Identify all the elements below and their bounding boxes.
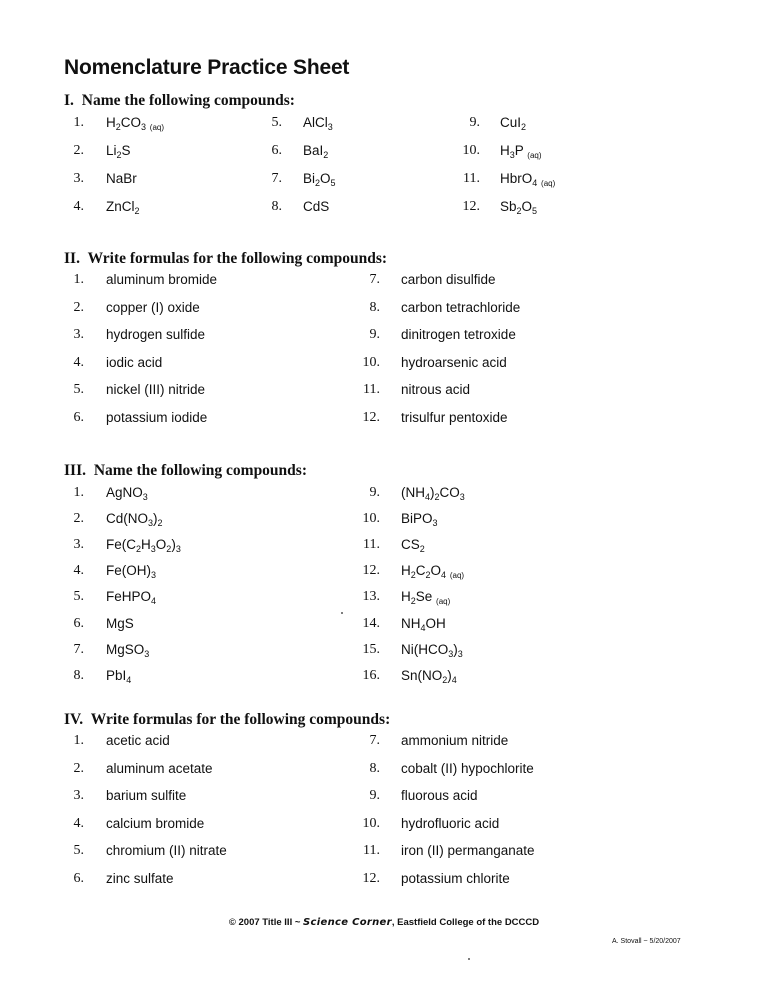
item-text: ammonium nitride (401, 733, 509, 748)
item-text: $Fe(OH)_3$ (106, 563, 157, 581)
section-heading-text: Write formulas for the following compounds: (90, 711, 391, 728)
section-3-heading (64, 462, 307, 480)
item-number: 7. (73, 641, 84, 657)
item-text: $H_2Se$ $_{(aq)}$ (401, 589, 451, 607)
item-number: 14. (362, 615, 380, 631)
item-number: 11. (363, 843, 380, 859)
item-text: PbI$_4$ (106, 667, 132, 685)
item-number: 5. (271, 115, 282, 130)
item-text: iron (II) permanganate (401, 843, 535, 859)
section-1-heading (64, 92, 295, 110)
item-number: 11. (463, 171, 480, 186)
item-number: 7. (369, 272, 380, 287)
section-numeral: IV. (64, 711, 84, 728)
section-numeral: II. (64, 250, 80, 267)
item-text: iodic acid (106, 354, 163, 370)
footer-copyright: © 2007 Title III ~ (228, 917, 304, 928)
item-text: hydrogen sulfide (106, 327, 206, 343)
section-numeral: I. (64, 92, 74, 109)
item-number: 1. (73, 115, 84, 130)
item-number: 6. (271, 143, 282, 158)
item-text: $Sn(NO_2)_4$ (401, 667, 457, 685)
item-number: 16. (362, 667, 380, 683)
item-number: 2. (73, 511, 84, 527)
section-heading-text: Name the following compounds: (93, 462, 307, 479)
item-text: carbon tetrachloride (401, 299, 521, 315)
item-text: CuI$_2$ (500, 115, 527, 132)
section-heading-text: Write formulas for the following compounds: (87, 250, 388, 267)
item-number: 7. (369, 733, 380, 748)
item-text: CdS (303, 199, 330, 214)
item-number: 8. (369, 299, 380, 315)
page-title: Nomenclature Practice Sheet (64, 56, 350, 79)
item-text: MgS (106, 615, 134, 631)
item-text: $Fe(C_2H_3O_2)_3$ (106, 537, 181, 555)
footer-institution: , Eastfield College of the DCCCD (391, 917, 540, 928)
scan-speck (341, 612, 343, 614)
item-text: acetic acid (106, 733, 170, 748)
item-number: 3. (73, 788, 84, 804)
item-number: 3. (73, 327, 84, 343)
item-number: 15. (362, 641, 380, 657)
item-text: aluminum bromide (106, 272, 218, 287)
item-number: 8. (271, 199, 282, 214)
item-number: 9. (369, 788, 380, 804)
item-text: nickel (III) nitride (106, 382, 206, 398)
item-number: 1. (73, 485, 84, 500)
item-number: 3. (73, 171, 84, 186)
item-number: 9. (469, 115, 480, 130)
item-number: 12. (362, 410, 380, 425)
section-2-heading (64, 250, 387, 268)
footer-credit (0, 917, 768, 928)
scan-speck (468, 958, 470, 960)
item-text: potassium chlorite (401, 871, 510, 886)
item-text: BiPO$_3$ (401, 511, 438, 529)
item-number: 4. (73, 199, 84, 214)
item-number: 10. (362, 354, 380, 370)
item-number: 7. (271, 171, 282, 186)
item-text: hydrofluoric acid (401, 815, 500, 831)
item-number: 4. (73, 815, 84, 831)
item-number: 13. (362, 589, 380, 605)
item-number: 9. (369, 485, 380, 500)
item-text: $Li_2S$ (106, 143, 131, 160)
item-text: $Ni(HCO_3)_3$ (401, 641, 463, 659)
item-text: $NH_4OH$ (401, 615, 446, 633)
item-text: $H_3P$ $_{(aq)}$ (500, 143, 542, 160)
item-number: 3. (73, 537, 84, 553)
item-text: dinitrogen tetroxide (401, 327, 516, 343)
item-number: 12. (462, 199, 480, 214)
item-number: 12. (362, 871, 380, 886)
item-number: 1. (73, 272, 84, 287)
item-text: zinc sulfate (106, 871, 174, 886)
section-numeral: III. (64, 462, 86, 479)
item-number: 2. (73, 299, 84, 315)
item-text: FeHPO$_4$ (106, 589, 157, 607)
item-text: AlCl$_3$ (303, 115, 333, 132)
item-text: barium sulfite (106, 788, 187, 804)
item-number: 12. (362, 563, 380, 579)
item-text: aluminum acetate (106, 760, 213, 776)
author-credit: A. Stovall ~ 5/20/2007 (612, 938, 681, 945)
item-number: 2. (73, 143, 84, 158)
item-number: 6. (73, 871, 84, 886)
item-number: 5. (73, 382, 84, 398)
item-text: potassium iodide (106, 410, 208, 425)
item-text: $Sb_2O_5$ (500, 199, 538, 216)
item-text: copper (I) oxide (106, 299, 200, 315)
item-number: 5. (73, 843, 84, 859)
item-number: 11. (363, 382, 380, 398)
item-text: cobalt (II) hypochlorite (401, 760, 534, 776)
item-number: 9. (369, 327, 380, 343)
item-text: chromium (II) nitrate (106, 843, 227, 859)
item-number: 4. (73, 354, 84, 370)
item-number: 6. (73, 615, 84, 631)
item-number: 11. (363, 537, 380, 553)
item-number: 5. (73, 589, 84, 605)
item-number: 8. (73, 667, 84, 683)
item-text: trisulfur pentoxide (401, 410, 508, 425)
item-text: $CS_2$ (401, 537, 425, 555)
item-number: 1. (73, 733, 84, 748)
item-text: $(NH_4)_2CO_3$ (401, 485, 465, 502)
item-number: 2. (73, 760, 84, 776)
item-number: 10. (462, 143, 480, 158)
item-text: calcium bromide (106, 815, 205, 831)
item-number: 10. (362, 815, 380, 831)
item-text: $H_2C_2O_4$ $_{(aq)}$ (401, 563, 465, 581)
section-4-heading (64, 711, 390, 729)
item-text: hydroarsenic acid (401, 354, 507, 370)
item-text: NaBr (106, 171, 137, 186)
item-number: 4. (73, 563, 84, 579)
item-number: 6. (73, 410, 84, 425)
item-text: HbrO$_4$ $_{(aq)}$ (500, 171, 556, 188)
item-text: carbon disulfide (401, 272, 496, 287)
item-text: $Cd(NO_3)_2$ (106, 511, 163, 529)
section-heading-text: Name the following compounds: (81, 92, 295, 109)
item-text: MgSO$_3$ (106, 641, 150, 659)
footer-brand: Science Corner (303, 917, 392, 928)
item-text: fluorous acid (401, 788, 478, 804)
item-text: AgNO$_3$ (106, 485, 148, 502)
item-number: 8. (369, 760, 380, 776)
item-text: nitrous acid (401, 382, 471, 398)
item-text: $H_2CO_3$ $_{(aq)}$ (106, 115, 165, 132)
item-text: ZnCl$_2$ (106, 199, 140, 216)
item-number: 10. (362, 511, 380, 527)
item-text: $Bi_2O_5$ (303, 171, 336, 188)
item-text: BaI$_2$ (303, 143, 329, 160)
